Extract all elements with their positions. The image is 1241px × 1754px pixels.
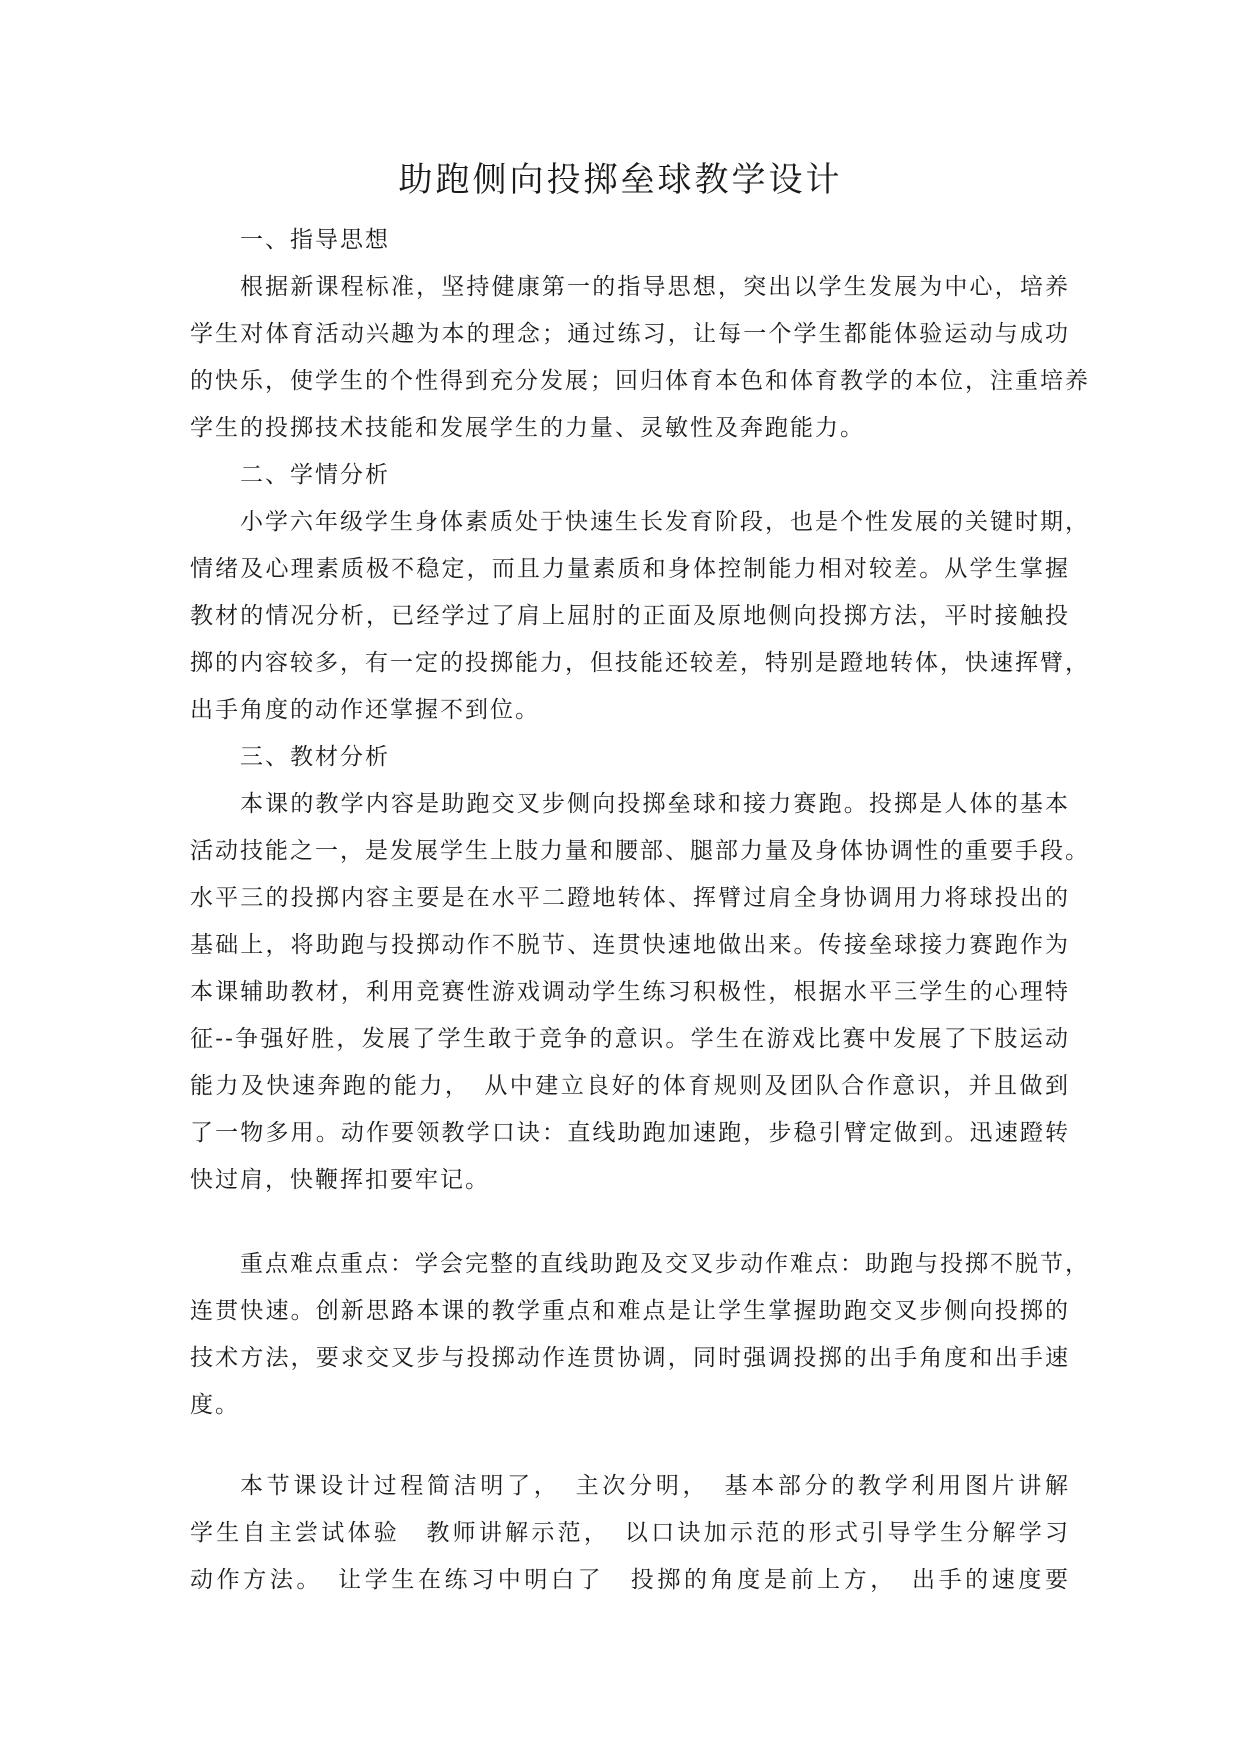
paragraph-line: 小学六年级学生身体素质处于快速生长发育阶段，也是个性发展的关键时期， — [240, 509, 1090, 535]
paragraph-line: 教材的情况分析，已经学过了肩上屈肘的正面及原地侧向投掷方法，平时接触投 — [190, 603, 1070, 629]
paragraph-line: 掷的内容较多，有一定的投掷能力，但技能还较差，特别是蹬地转体，快速挥臂， — [190, 650, 1090, 676]
paragraph-line: 根据新课程标准，坚持健康第一的指导思想，突出以学生发展为中心，培养 — [240, 274, 1070, 300]
section-heading-material-analysis: 三、教材分析 — [240, 744, 390, 770]
paragraph-line: 基础上，将助跑与投掷动作不脱节、连贯快速地做出来。传接垒球接力赛跑作为 — [190, 932, 1070, 958]
section-heading-learner-analysis: 二、学情分析 — [240, 462, 390, 488]
section-heading-guiding-ideology: 一、指导思想 — [240, 227, 390, 253]
paragraph-line: 的快乐，使学生的个性得到充分发展；回归体育本色和体育教学的本位，注重培养 — [190, 368, 1090, 394]
document-title: 助跑侧向投掷垒球教学设计 — [398, 160, 843, 200]
paragraph-line: 技术方法，要求交叉步与投掷动作连贯协调，同时强调投掷的出手角度和出手速 — [190, 1345, 1070, 1371]
paragraph-line: 动作方法。 让学生在练习中明白了 投掷的角度是前上方， 出手的速度要 — [190, 1567, 1070, 1593]
paragraph-line: 连贯快速。创新思路本课的教学重点和难点是让学生掌握助跑交叉步侧向投掷的 — [190, 1298, 1070, 1324]
paragraph-line: 学生自主尝试体验 教师讲解示范， 以口诀加示范的形式引导学生分解学习 — [190, 1520, 1070, 1546]
paragraph-line-summary: 本节课设计过程简洁明了， 主次分明， 基本部分的教学利用图片讲解 — [240, 1473, 1070, 1499]
paragraph-line: 征--争强好胜，发展了学生敢于竞争的意识。学生在游戏比赛中发展了下肢运动 — [190, 1026, 1070, 1052]
paragraph-line: 本课的教学内容是助跑交叉步侧向投掷垒球和接力赛跑。投掷是人体的基本 — [240, 791, 1070, 817]
paragraph-line: 学生对体育活动兴趣为本的理念；通过练习，让每一个学生都能体验运动与成功 — [190, 321, 1070, 347]
paragraph-line: 本课辅助教材，利用竞赛性游戏调动学生练习积极性，根据水平三学生的心理特 — [190, 979, 1070, 1005]
paragraph-line: 活动技能之一，是发展学生上肢力量和腰部、腿部力量及身体协调性的重要手段。 — [190, 838, 1090, 864]
paragraph-line: 快过肩，快鞭挥扣要牢记。 — [190, 1167, 490, 1193]
paragraph-line: 出手角度的动作还掌握不到位。 — [190, 697, 540, 723]
paragraph-line: 了一物多用。动作要领教学口诀：直线助跑加速跑，步稳引臂定做到。迅速蹬转 — [190, 1120, 1070, 1146]
paragraph-line: 情绪及心理素质极不稳定，而且力量素质和身体控制能力相对较差。从学生掌握 — [190, 556, 1070, 582]
paragraph-line: 水平三的投掷内容主要是在水平二蹬地转体、挥臂过肩全身协调用力将球投出的 — [190, 885, 1070, 911]
paragraph-line-key-points: 重点难点重点：学会完整的直线助跑及交叉步动作难点：助跑与投掷不脱节， — [240, 1251, 1090, 1277]
paragraph-line: 度。 — [190, 1392, 240, 1418]
paragraph-line: 学生的投掷技术技能和发展学生的力量、灵敏性及奔跑能力。 — [190, 415, 865, 441]
paragraph-line: 能力及快速奔跑的能力， 从中建立良好的体育规则及团队合作意识，并且做到 — [190, 1073, 1070, 1099]
